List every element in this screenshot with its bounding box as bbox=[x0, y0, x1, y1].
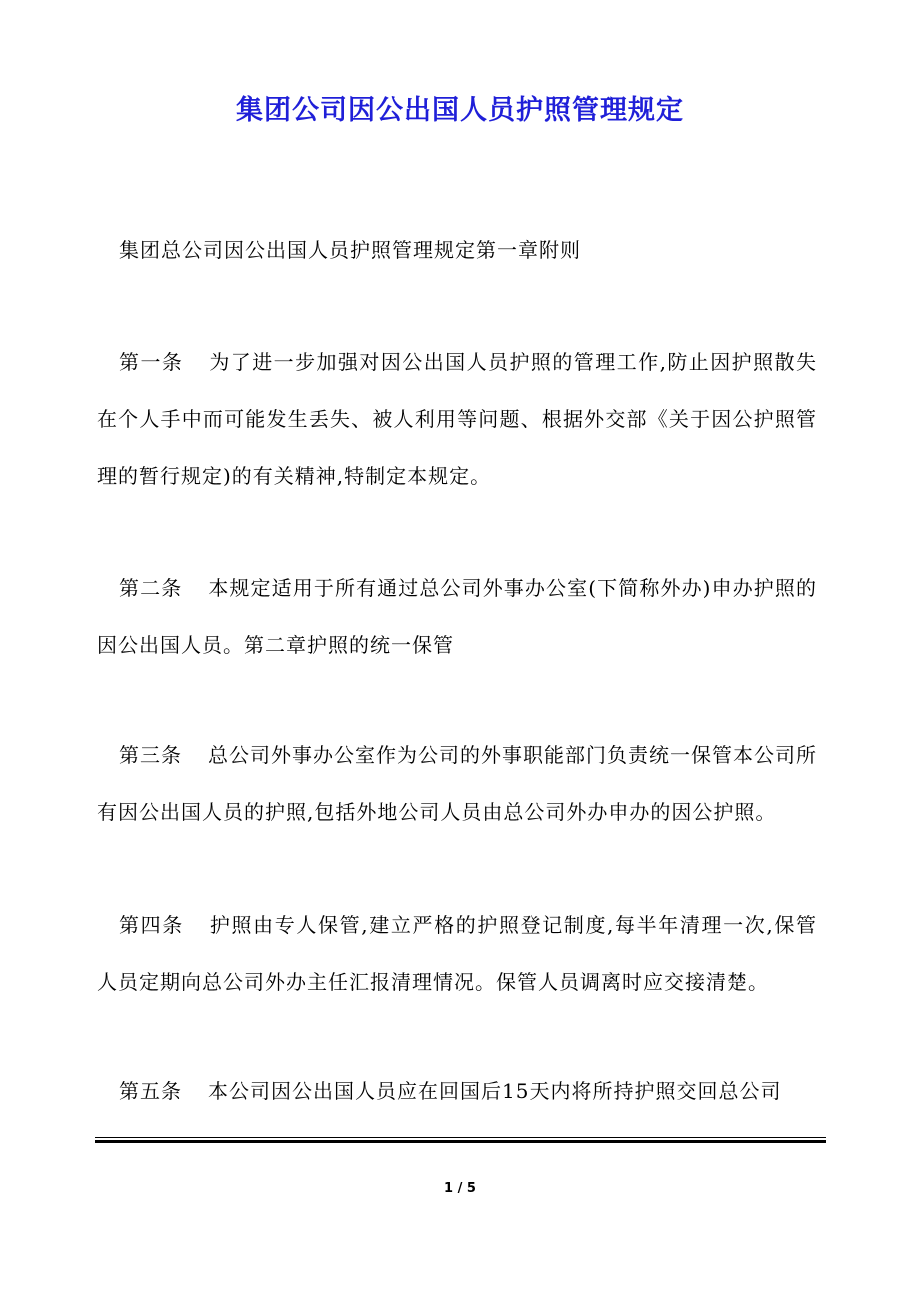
article-5-text: 本公司因公出国人员应在回国后15天内将所持护照交回总公司 bbox=[208, 1079, 782, 1103]
article-2 bbox=[97, 560, 817, 674]
intro-paragraph bbox=[97, 222, 817, 279]
article-5 bbox=[97, 1063, 817, 1120]
page-number: 1 / 5 bbox=[444, 1181, 476, 1196]
article-5-number: 第五条 bbox=[119, 1079, 182, 1103]
article-1-number: 第一条 bbox=[119, 350, 184, 374]
article-2-number: 第二条 bbox=[119, 576, 183, 600]
article-3-text: 总公司外事办公室作为公司的外事职能部门负责统一保管本公司所有因公出国人员的护照,包括外地公司人员由总公司外办申办的因公护照。 bbox=[97, 743, 817, 824]
article-4-number: 第四条 bbox=[119, 913, 184, 937]
article-1-text: 为了进一步加强对因公出国人员护照的管理工作,防止因护照散失在个人手中而可能发生丢失、被人利用等问题、根据外交部《关于因公护照管理的暂行规定)的有关精神,特制定本规定。 bbox=[97, 350, 818, 488]
footer-divider-thick-line bbox=[95, 1140, 826, 1143]
article-2-text: 本规定适用于所有通过总公司外事办公室(下简称外办)申办护照的因公出国人员。第二章护照的统一保管 bbox=[97, 576, 818, 657]
intro-text: 集团总公司因公出国人员护照管理规定第一章附则 bbox=[119, 238, 581, 262]
footer-divider-thin-line bbox=[95, 1137, 826, 1138]
article-1 bbox=[97, 334, 817, 505]
article-4 bbox=[97, 897, 817, 1011]
footer-divider bbox=[95, 1137, 826, 1144]
article-3 bbox=[97, 727, 817, 841]
article-3-number: 第三条 bbox=[119, 743, 182, 767]
document-title: 集团公司因公出国人员护照管理规定 bbox=[236, 95, 684, 126]
article-4-text: 护照由专人保管,建立严格的护照登记制度,每半年清理一次,保管人员定期向总公司外办主任汇报清理情况。保管人员调离时应交接清楚。 bbox=[97, 913, 818, 994]
